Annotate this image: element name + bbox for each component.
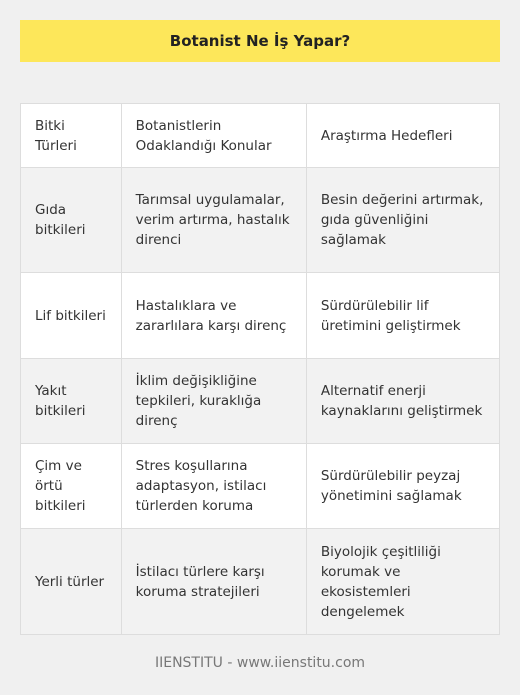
table-cell: Stres koşullarına adaptasyon, istilacı türlerden koruma [122,444,307,529]
header-cell: Araştırma Hedefleri [307,104,499,168]
header-cell: Botanistlerin Odaklandığı Konular [122,104,307,168]
table-cell: Sürdürülebilir peyzaj yönetimini sağlamak [307,444,499,529]
page-title-text: Botanist Ne İş Yapar? [169,32,351,50]
table-cell: Yakıt bitkileri [21,359,122,444]
table-cell: Alternatif enerji kaynaklarını geliştirmek [307,359,499,444]
table-cell: Tarımsal uygulamalar, verim artırma, hastalık direnci [122,168,307,273]
header-cell: Bitki Türleri [21,104,122,168]
table-header-row [21,104,499,168]
table-cell: İstilacı türlere karşı koruma stratejileri [122,529,307,634]
table-row [21,273,499,359]
table-cell: İklim değişikliğine tepkileri, kuraklığa direnç [122,359,307,444]
table-row [21,529,499,634]
table-cell: Gıda bitkileri [21,168,122,273]
table-cell: Yerli türler [21,529,122,634]
footer-credit: IIENSTITU - www.iienstitu.com [154,655,366,671]
table-row [21,444,499,529]
table-cell: Lif bitkileri [21,273,122,359]
table-cell: Çim ve örtü bitkileri [21,444,122,529]
table-cell: Biyolojik çeşitliliği korumak ve ekosistemleri dengelemek [320,543,441,620]
table-row [21,359,499,444]
table-row [21,168,499,273]
page-title [20,20,500,62]
table-cell: Hastalıklara ve zararlılara karşı direnç [122,273,307,359]
table-cell: Besin değerini artırmak, gıda güvenliğini sağlamak [307,168,499,273]
data-table [20,103,500,635]
table-cell: Sürdürülebilir lif üretimini geliştirmek [307,273,499,359]
